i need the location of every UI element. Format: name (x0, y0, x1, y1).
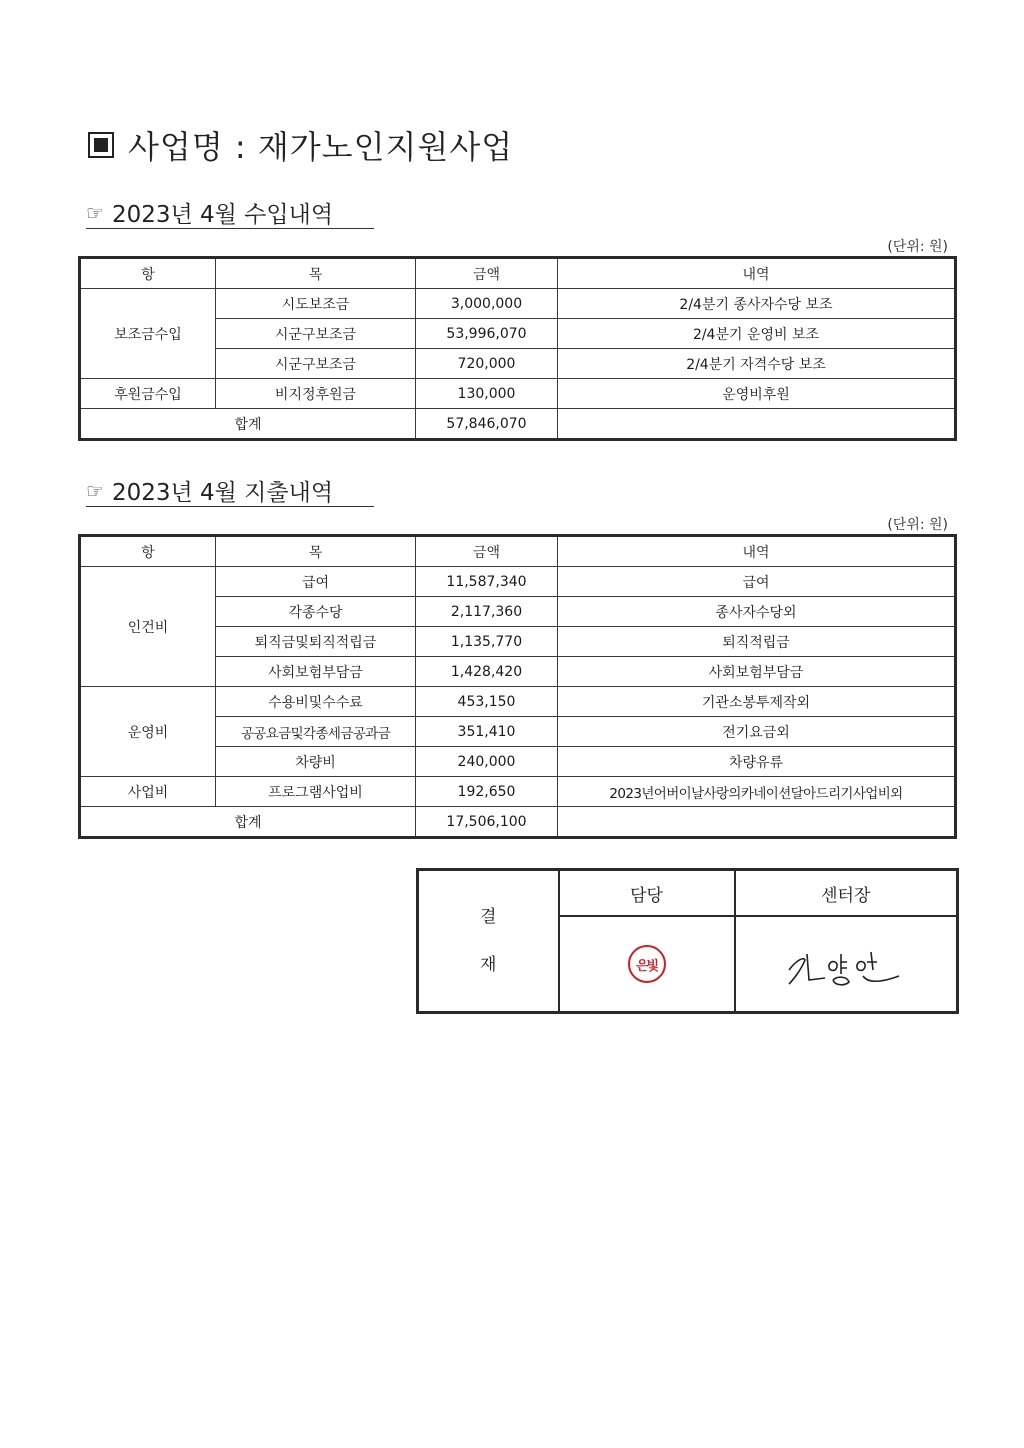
cell-mok: 비지정후원금 (216, 379, 416, 409)
header-amount: 금액 (416, 258, 558, 289)
cell-detail: 차량유류 (558, 747, 956, 777)
cell-detail: 2/4분기 운영비 보조 (558, 319, 956, 349)
approval-label (418, 870, 559, 1013)
cell-detail: 종사자수당외 (558, 597, 956, 627)
expense-unit-note: (단위: 원) (887, 517, 948, 533)
total-detail-empty (558, 409, 956, 440)
cell-mok: 프로그램사업비 (216, 777, 416, 807)
table-row (80, 567, 956, 597)
group-hang: 운영비 (80, 687, 216, 777)
table-row (80, 687, 956, 717)
cell-amount: 2,117,360 (416, 597, 558, 627)
approval-label-top: 결 (480, 907, 497, 927)
square-bullet-icon (88, 132, 114, 158)
expense-table (78, 534, 957, 839)
cell-amount: 53,996,070 (416, 319, 558, 349)
cell-amount: 3,000,000 (416, 289, 558, 319)
manager-sign-cell (559, 916, 735, 1013)
cell-amount: 130,000 (416, 379, 558, 409)
total-detail-empty (558, 807, 956, 838)
document-title (88, 122, 513, 168)
cell-detail: 2023년어버이날사랑의카네이션달아드리기사업비외 (558, 777, 956, 807)
cell-mok: 시군구보조금 (216, 319, 416, 349)
table-header-row (80, 258, 956, 289)
cell-detail: 운영비후원 (558, 379, 956, 409)
cell-detail: 2/4분기 자격수당 보조 (558, 349, 956, 379)
header-mok: 목 (216, 536, 416, 567)
income-table (78, 256, 957, 441)
cell-amount: 1,428,420 (416, 657, 558, 687)
table-row (80, 379, 956, 409)
cell-detail: 전기요금외 (558, 717, 956, 747)
cell-mok: 차량비 (216, 747, 416, 777)
document-title-text: 사업명 : 재가노인지원사업 (128, 128, 514, 166)
total-label: 합계 (80, 807, 416, 838)
table-row (80, 289, 956, 319)
header-detail: 내역 (558, 536, 956, 567)
table-row (80, 777, 956, 807)
cell-amount: 240,000 (416, 747, 558, 777)
group-hang: 후원금수입 (80, 379, 216, 409)
table-header-row (80, 536, 956, 567)
header-hang: 항 (80, 536, 216, 567)
role-director: 센터장 (735, 870, 958, 917)
total-amount: 17,506,100 (416, 807, 558, 838)
director-sign-cell (735, 916, 958, 1013)
cell-mok: 시군구보조금 (216, 349, 416, 379)
cell-detail: 급여 (558, 567, 956, 597)
cell-amount: 351,410 (416, 717, 558, 747)
cell-mok: 시도보조금 (216, 289, 416, 319)
cell-amount: 192,650 (416, 777, 558, 807)
cell-amount: 720,000 (416, 349, 558, 379)
signature-image (781, 940, 911, 988)
group-hang: 인건비 (80, 567, 216, 687)
total-row (80, 807, 956, 838)
group-hang: 사업비 (80, 777, 216, 807)
group-hang: 보조금수입 (80, 289, 216, 379)
header-amount: 금액 (416, 536, 558, 567)
header-mok: 목 (216, 258, 416, 289)
cell-amount: 11,587,340 (416, 567, 558, 597)
income-heading (86, 197, 374, 229)
total-row (80, 409, 956, 440)
header-hang: 항 (80, 258, 216, 289)
cell-detail: 기관소봉투제작외 (558, 687, 956, 717)
cell-mok: 공공요금및각종세금공과금 (216, 717, 416, 747)
cell-mok: 각종수당 (216, 597, 416, 627)
cell-amount: 1,135,770 (416, 627, 558, 657)
cell-mok: 수용비및수수료 (216, 687, 416, 717)
cell-mok: 사회보험부담금 (216, 657, 416, 687)
cell-detail: 2/4분기 종사자수당 보조 (558, 289, 956, 319)
total-label: 합계 (80, 409, 416, 440)
total-amount: 57,846,070 (416, 409, 558, 440)
cell-detail: 퇴직적립금 (558, 627, 956, 657)
approval-box (416, 868, 959, 1014)
approval-label-bottom: 재 (480, 955, 497, 975)
cell-amount: 453,150 (416, 687, 558, 717)
pointing-hand-icon: ☞ (86, 478, 104, 503)
cell-detail: 사회보험부담금 (558, 657, 956, 687)
pointing-hand-icon: ☞ (86, 200, 104, 225)
cell-mok: 급여 (216, 567, 416, 597)
cell-mok: 퇴직금및퇴직적립금 (216, 627, 416, 657)
expense-heading-text: 2023년 4월 지출내역 (111, 480, 334, 506)
role-manager: 담당 (559, 870, 735, 917)
income-heading-text: 2023년 4월 수입내역 (111, 202, 334, 228)
expense-heading (86, 475, 374, 507)
header-detail: 내역 (558, 258, 956, 289)
income-unit-note: (단위: 원) (887, 239, 948, 255)
seal-stamp: 은빛 (628, 945, 666, 983)
